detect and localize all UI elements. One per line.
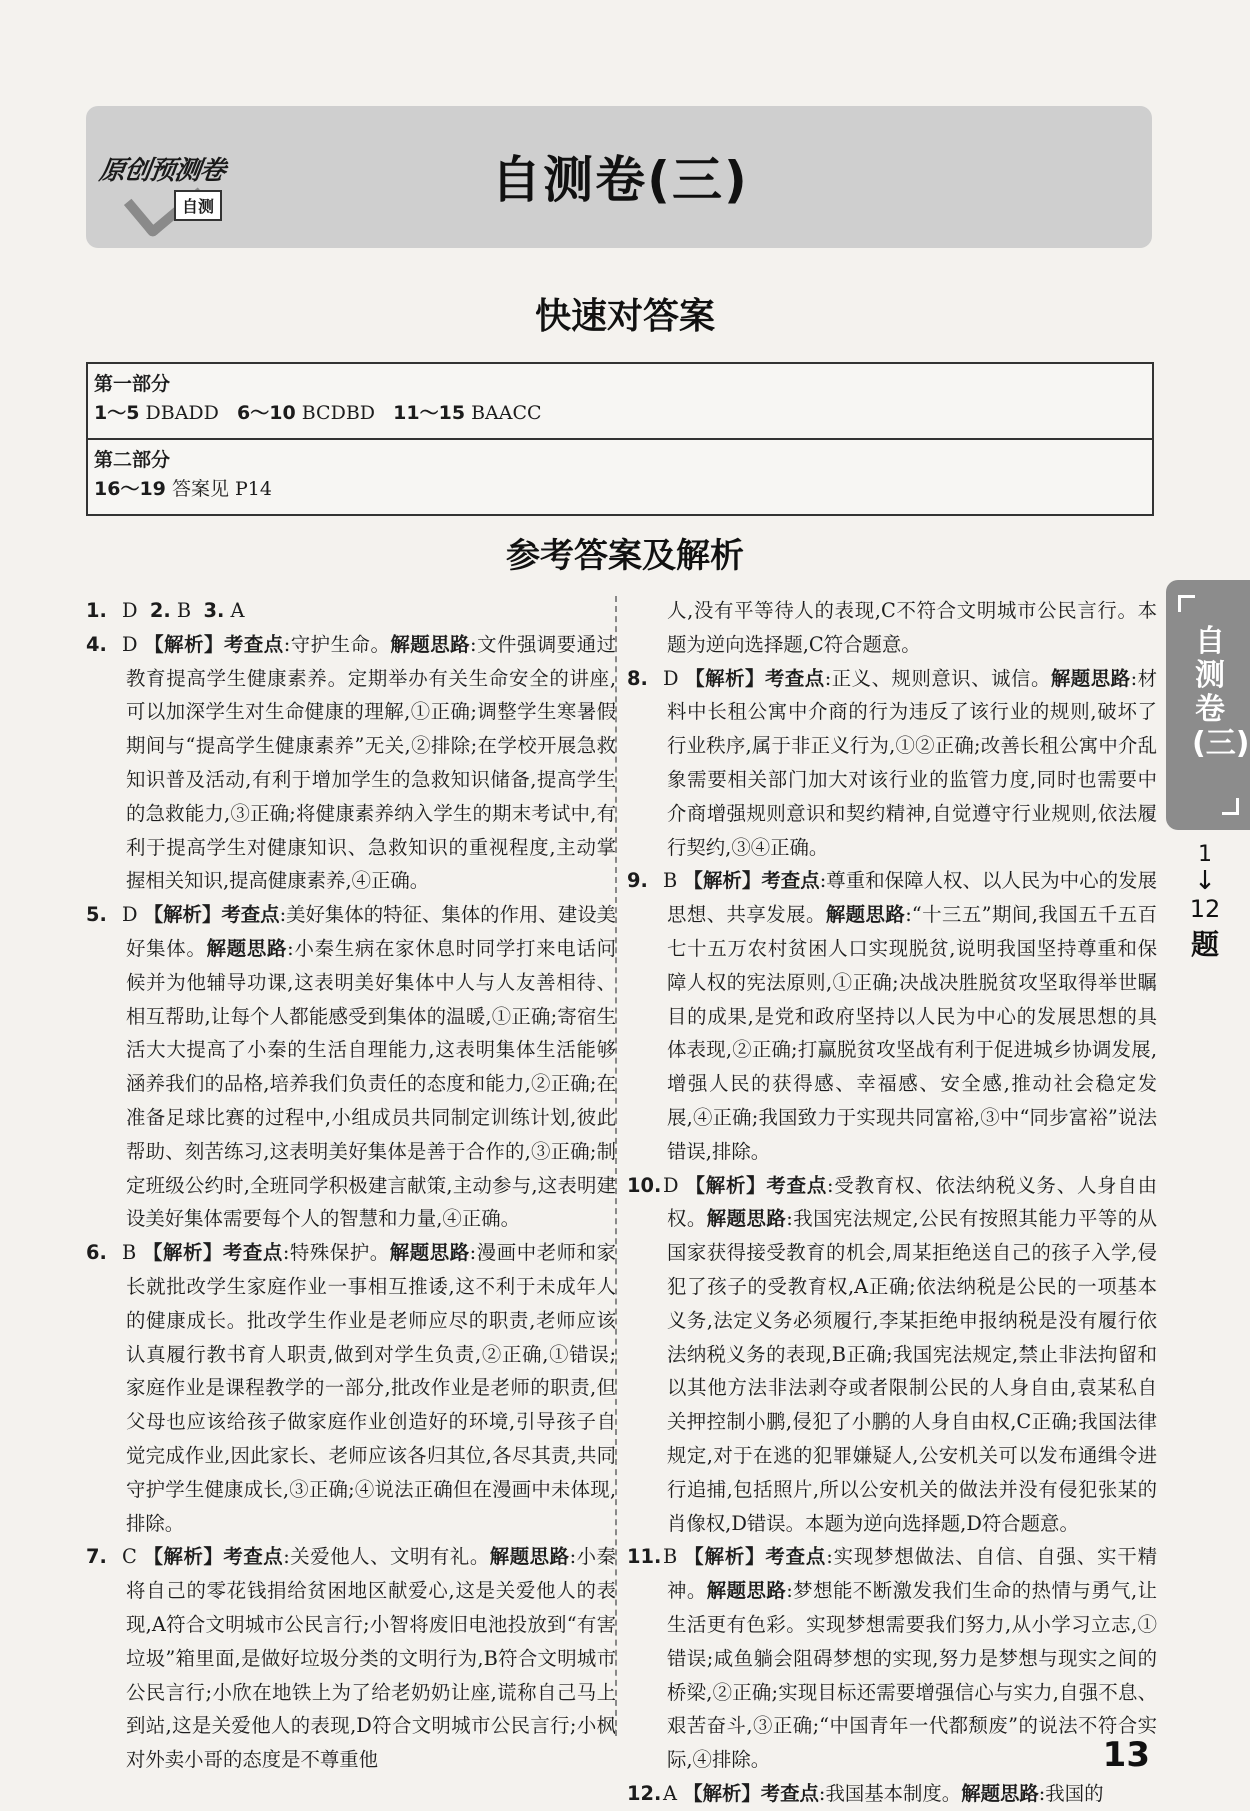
quick-answers-table <box>86 362 1154 516</box>
answer-item-4: 4. D 【解析】考查点:守护生命。解题思路:文件强调要通过教育提高学生健康素养。定期举办有关生命安全的讲座,可以加深学生对生命健康的理解,①正确;调整学生寒暑假期间与“提高学生健康素养”无关,②排除;在学校开展急救知识普及活动,有利于增加学生的急救知识储备,提高学生的急救能力,③正确;将健康素养纳入学生的期末考试中,有利于提高学生对健康知识、急救知识的重视程度,主动掌握相关知识,提高健康素养,④正确。 <box>86 632 617 893</box>
bracket-bottom-right-icon <box>1222 798 1239 815</box>
part1-range-b: 6～10 <box>237 402 296 424</box>
answer-item-6: 6. B 【解析】考查点:特殊保护。解题思路:漫画中老师和家长就批改学生家庭作业一事相互推诿,这不利于未成年人的健康成长。批改学生作业是老师应尽的职责,老师应该认真履行教书育人职责,做到对学生负责,②正确,①错误;家庭作业是课程教学的一部分,批改作业是老师的职责,但父母也应该给孩子做家庭作业创造好的环境,引导孩子自觉完成作业,因此家长、老师应该各归其位,各尽其责,共同守护学生健康成长,③正确;④说法正确但在漫画中未体现,排除。 <box>86 1241 616 1535</box>
page-number: 13 <box>1102 1735 1150 1775</box>
part1-range-c: 11～15 <box>393 402 466 424</box>
part1-range-a: 1～5 <box>94 402 140 424</box>
range-start: 1 <box>1198 842 1212 867</box>
column-divider <box>615 596 617 1736</box>
series-logo <box>97 150 240 218</box>
answers-1-3: 1. D 2. B 3. A <box>86 599 245 622</box>
bracket-top-left-icon <box>1178 595 1195 612</box>
side-tab-label: 自测卷(三) <box>1192 624 1250 761</box>
part1-label: 第一部分 <box>94 373 171 395</box>
answer-item-7-continued: 人,没有平等待人的表现,C不符合文明城市公民言行。本题为逆向选择题,C符合题意。 <box>667 599 1157 656</box>
part2-range: 16～19 <box>94 478 166 500</box>
down-arrow-icon: ↓ <box>1194 866 1216 896</box>
answer-item-9: 9. B 【解析】考查点:尊重和保障人权、以人民为中心的发展思想、共享发展。解题思路:“十三五”期间,我国五千五百七十五万农村贫困人口实现脱贫,说明我国坚持尊重和保障人权的宪法原则,①正确;决战决胜脱贫攻坚取得举世瞩目的成果,是党和政府坚持以人民为中心的发展思想的具体表现,②正确;打赢脱贫攻坚战有利于促进城乡协调发展,增强人民的获得感、幸福感、安全感,推动社会稳定发展,④正确;我国致力于实现共同富裕,③中“同步富裕”说法错误,排除。 <box>627 869 1158 1163</box>
question-range <box>1174 842 1236 963</box>
part2-answers <box>94 474 1142 504</box>
logo-sub-text: 自测 <box>174 190 222 221</box>
answer-item-7: 7. C 【解析】考查点:关爱他人、文明有礼。解题思路:小秦将自己的零花钱捐给贫困地区献爱心,这是关爱他人的表现,A符合文明城市公民言行;小智将废旧电池投放到“有害垃圾”箱里面,是做好垃圾分类的文明行为,B符合文明城市公民言行;小欣在地铁上为了给老奶奶让座,谎称自己马上到站,这是关爱他人的表现,D符合文明城市公民言行;小枫对外卖小哥的态度是不尊重他 <box>86 1545 617 1772</box>
part1-answers <box>94 398 1142 428</box>
quick-answers-heading: 快速对答案 <box>534 296 715 337</box>
range-end: 12 <box>1189 895 1221 923</box>
part1-answers-b: BCDBD <box>301 402 376 424</box>
answer-item-8: 8. D 【解析】考查点:正义、规则意识、诚信。解题思路:材料中长租公寓中介商的行为违反了该行业的规则,破坏了行业秩序,属于非正义行为,①②正确;改善长租公寓中介乱象需要相关部门加大对该行业的监管力度,同时也需要中介商增强规则意识和契约精神,自觉遵守行业规则,依法履行契约,③④正确。 <box>627 666 1158 859</box>
answer-item-12: 12.A 【解析】考查点:我国基本制度。解题思路:我国的 <box>627 1781 1104 1805</box>
answer-item-11: 11.B 【解析】考查点:实现梦想做法、自信、自强、实干精神。解题思路:梦想能不断激发我们生命的热情与勇气,让生活更有色彩。实现梦想需要我们努力,从小学习立志,①错误;咸鱼躺会阻碍梦想的实现,努力是梦想与现实之间的桥梁,②正确;实现目标还需要增强信心与实力,自强不息、艰苦奋斗,③正确;“中国青年一代都颓废”的说法不符合实际,④排除。 <box>627 1545 1158 1772</box>
part2-label: 第二部分 <box>94 449 171 471</box>
logo-main-text: 原创预测卷 <box>97 156 227 186</box>
part1-row <box>88 364 1152 438</box>
answer-item-5: 5. D 【解析】考查点:美好集体的特征、集体的作用、建设美好集体。解题思路:小秦生病在家休息时同学打来电话问候并为他辅导功课,这表明美好集体中人与人友善相待、相互帮助,让每个人都能感受到集体的温暖,①正确;寄宿生活大大提高了小秦的生活自理能力,这表明集体生活能够涵养我们的品格,培养我们负责任的态度和能力,②正确;在准备足球比赛的过程中,小组成员共同制定训练计划,彼此帮助、刻苦练习,这表明美好集体是善于合作的,③正确;制定班级公约时,全班同学积极建言献策,主动参与,这表明建设美好集体需要每个人的智慧和力量,④正确。 <box>86 903 616 1231</box>
part1-answers-c: BAACC <box>471 402 542 424</box>
part2-text: 答案见 P14 <box>171 478 272 500</box>
answer-item-10: 10.D 【解析】考查点:受教育权、依法纳税义务、人身自由权。解题思路:我国宪法规定,公民有按照其能力平等的从国家获得接受教育的机会,周某拒绝送自己的孩子入学,侵犯了孩子的受教育权,A正确;依法纳税是公民的一项基本义务,法定义务必须履行,李某拒绝申报纳税是没有履行依法纳税义务的表现,B正确;我国宪法规定,禁止非法拘留和以其他方法非法剥夺或者限制公民的人身自由,袁某私自关押控制小鹏,侵犯了小鹏的人身自由权,C正确;我国法律规定,对于在逃的犯罪嫌疑人,公安机关可以发布通缉令进行追捕,包括照片,所以公安机关的做法并没有侵犯张某的肖像权,D错误。本题为逆向选择题,D符合题意。 <box>627 1173 1158 1535</box>
part1-answers-a: DBADD <box>145 402 219 424</box>
analysis-heading: 参考答案及解析 <box>506 536 744 576</box>
analysis-left-column <box>86 594 616 1777</box>
range-unit: 题 <box>1190 928 1219 961</box>
page-title: 自测卷(三) <box>491 151 749 209</box>
part2-row <box>88 438 1152 512</box>
analysis-right-column <box>627 594 1157 1811</box>
